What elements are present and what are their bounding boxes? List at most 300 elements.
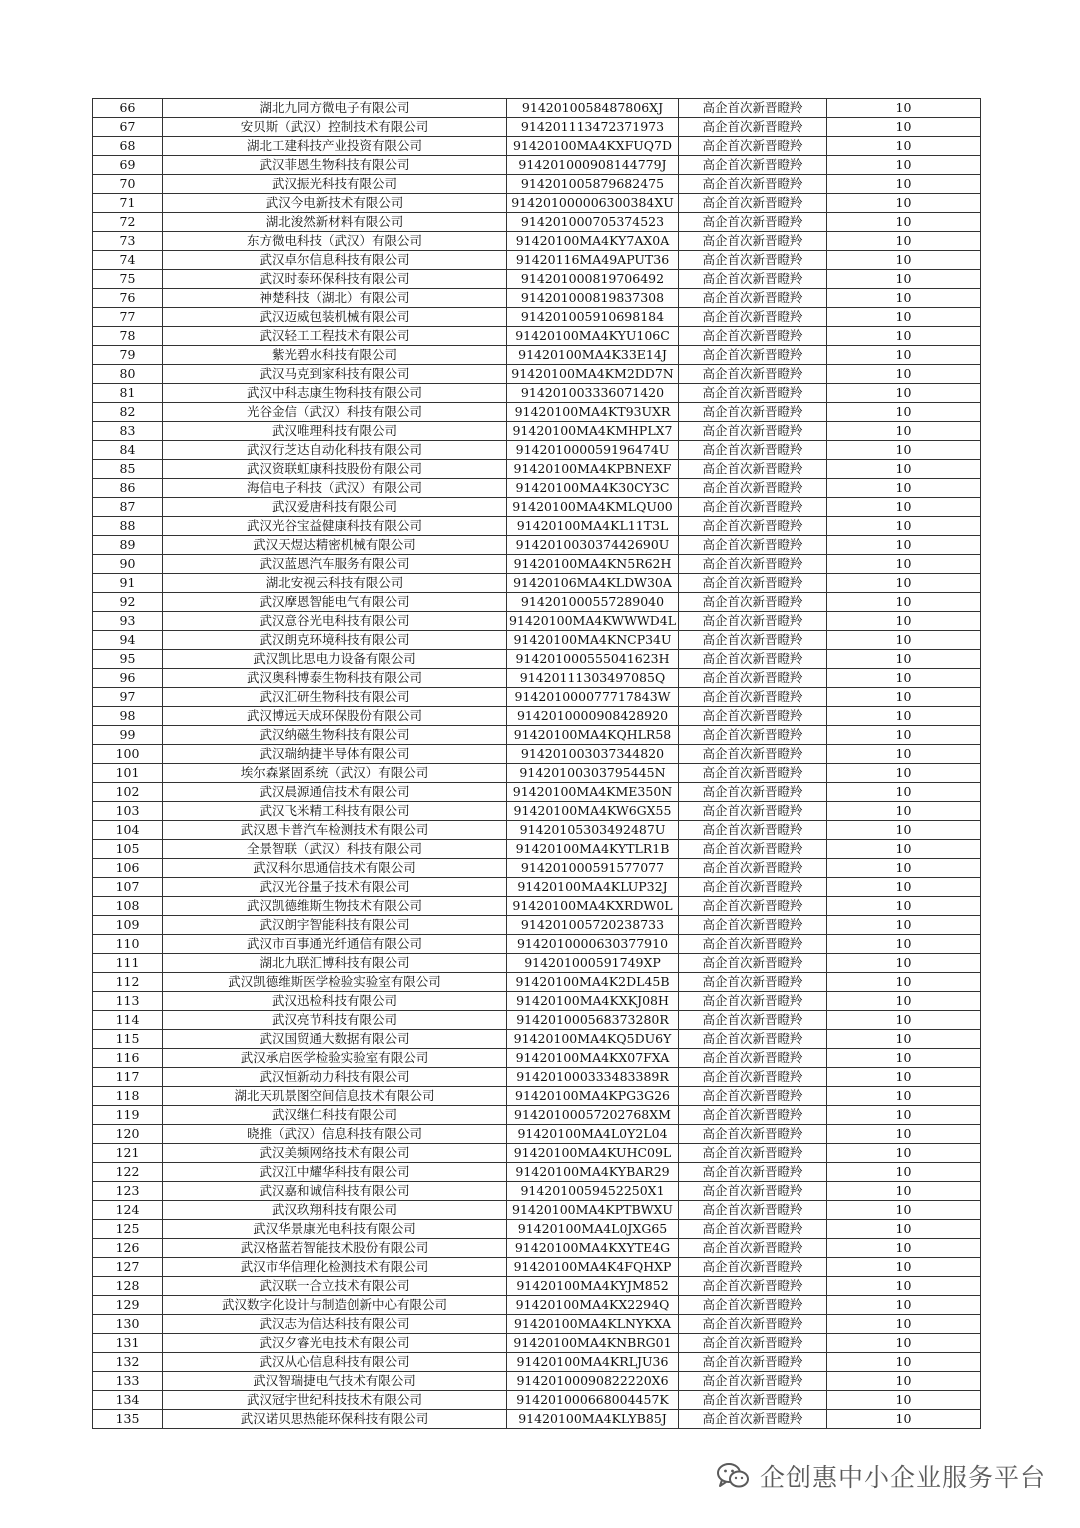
company-name: 武汉中科志康生物科技有限公司 bbox=[163, 384, 507, 403]
table-row bbox=[93, 1125, 981, 1144]
credit-code: 9142010059452250X1 bbox=[507, 1182, 679, 1201]
table-row bbox=[93, 1353, 981, 1372]
table-row bbox=[93, 213, 981, 232]
table-row bbox=[93, 346, 981, 365]
table-row bbox=[93, 403, 981, 422]
table-row bbox=[93, 479, 981, 498]
credit-code: 91420105303492487U bbox=[507, 821, 679, 840]
award-amount: 10 bbox=[827, 688, 981, 707]
row-number: 128 bbox=[93, 1277, 163, 1296]
company-name: 埃尔森紧固系统（武汉）有限公司 bbox=[163, 764, 507, 783]
company-name: 武汉光谷宝益健康科技有限公司 bbox=[163, 517, 507, 536]
award-type: 高企首次新晋瞪羚 bbox=[679, 289, 827, 308]
company-name: 武汉承启医学检验实验室有限公司 bbox=[163, 1049, 507, 1068]
list-sheet bbox=[92, 98, 980, 1429]
credit-code: 91420100MA4KWWWD4L bbox=[507, 612, 679, 631]
award-type: 高企首次新晋瞪羚 bbox=[679, 232, 827, 251]
award-type: 高企首次新晋瞪羚 bbox=[679, 1030, 827, 1049]
table-row bbox=[93, 897, 981, 916]
credit-code: 914201005910698184 bbox=[507, 308, 679, 327]
award-amount: 10 bbox=[827, 99, 981, 118]
company-name: 武汉振光科技有限公司 bbox=[163, 175, 507, 194]
award-type: 高企首次新晋瞪羚 bbox=[679, 1220, 827, 1239]
row-number: 91 bbox=[93, 574, 163, 593]
award-type: 高企首次新晋瞪羚 bbox=[679, 859, 827, 878]
row-number: 104 bbox=[93, 821, 163, 840]
row-number: 101 bbox=[93, 764, 163, 783]
credit-code: 914201000819837308 bbox=[507, 289, 679, 308]
award-type: 高企首次新晋瞪羚 bbox=[679, 593, 827, 612]
credit-code: 91420100303795445N bbox=[507, 764, 679, 783]
table-row bbox=[93, 916, 981, 935]
award-amount: 10 bbox=[827, 859, 981, 878]
table-row bbox=[93, 1372, 981, 1391]
credit-code: 91420100MA4KPG3G26 bbox=[507, 1087, 679, 1106]
award-type: 高企首次新晋瞪羚 bbox=[679, 840, 827, 859]
row-number: 86 bbox=[93, 479, 163, 498]
row-number: 103 bbox=[93, 802, 163, 821]
award-amount: 10 bbox=[827, 403, 981, 422]
company-name: 武汉凯德维斯生物技术有限公司 bbox=[163, 897, 507, 916]
award-amount: 10 bbox=[827, 612, 981, 631]
table-row bbox=[93, 1258, 981, 1277]
credit-code: 91420100057202768XM bbox=[507, 1106, 679, 1125]
company-name: 武汉汇研生物科技有限公司 bbox=[163, 688, 507, 707]
company-table bbox=[92, 98, 981, 1429]
award-type: 高企首次新晋瞪羚 bbox=[679, 498, 827, 517]
row-number: 117 bbox=[93, 1068, 163, 1087]
award-amount: 10 bbox=[827, 232, 981, 251]
row-number: 121 bbox=[93, 1144, 163, 1163]
award-type: 高企首次新晋瞪羚 bbox=[679, 669, 827, 688]
row-number: 89 bbox=[93, 536, 163, 555]
table-row bbox=[93, 859, 981, 878]
table-row bbox=[93, 1315, 981, 1334]
credit-code: 9142010000630377910 bbox=[507, 935, 679, 954]
award-type: 高企首次新晋瞪羚 bbox=[679, 1011, 827, 1030]
row-number: 99 bbox=[93, 726, 163, 745]
company-name: 武汉亮节科技有限公司 bbox=[163, 1011, 507, 1030]
row-number: 92 bbox=[93, 593, 163, 612]
credit-code: 914201113472371973 bbox=[507, 118, 679, 137]
company-name: 武汉奥科博泰生物科技有限公司 bbox=[163, 669, 507, 688]
award-amount: 10 bbox=[827, 1410, 981, 1429]
row-number: 88 bbox=[93, 517, 163, 536]
credit-code: 914201000908144779J bbox=[507, 156, 679, 175]
credit-code: 91420100MA4K4FQHXP bbox=[507, 1258, 679, 1277]
award-amount: 10 bbox=[827, 726, 981, 745]
award-amount: 10 bbox=[827, 1163, 981, 1182]
award-type: 高企首次新晋瞪羚 bbox=[679, 1144, 827, 1163]
table-row bbox=[93, 365, 981, 384]
table-row bbox=[93, 878, 981, 897]
company-name: 海信电子科技（武汉）有限公司 bbox=[163, 479, 507, 498]
row-number: 79 bbox=[93, 346, 163, 365]
credit-code: 914201000819706492 bbox=[507, 270, 679, 289]
row-number: 100 bbox=[93, 745, 163, 764]
award-type: 高企首次新晋瞪羚 bbox=[679, 1296, 827, 1315]
credit-code: 91420100MA4KNCP34U bbox=[507, 631, 679, 650]
credit-code: 91420100MA4KL11T3L bbox=[507, 517, 679, 536]
award-type: 高企首次新晋瞪羚 bbox=[679, 118, 827, 137]
award-amount: 10 bbox=[827, 441, 981, 460]
award-amount: 10 bbox=[827, 517, 981, 536]
company-name: 武汉时泰环保科技有限公司 bbox=[163, 270, 507, 289]
table-row bbox=[93, 764, 981, 783]
award-type: 高企首次新晋瞪羚 bbox=[679, 1372, 827, 1391]
award-amount: 10 bbox=[827, 802, 981, 821]
award-amount: 10 bbox=[827, 916, 981, 935]
row-number: 116 bbox=[93, 1049, 163, 1068]
company-name: 武汉从心信息科技有限公司 bbox=[163, 1353, 507, 1372]
company-name: 武汉迈威包装机械有限公司 bbox=[163, 308, 507, 327]
award-amount: 10 bbox=[827, 213, 981, 232]
table-row bbox=[93, 954, 981, 973]
award-type: 高企首次新晋瞪羚 bbox=[679, 422, 827, 441]
award-amount: 10 bbox=[827, 251, 981, 270]
row-number: 90 bbox=[93, 555, 163, 574]
company-name: 东方微电科技（武汉）有限公司 bbox=[163, 232, 507, 251]
company-name: 湖北九联汇博科技有限公司 bbox=[163, 954, 507, 973]
award-type: 高企首次新晋瞪羚 bbox=[679, 460, 827, 479]
table-row bbox=[93, 498, 981, 517]
row-number: 80 bbox=[93, 365, 163, 384]
award-amount: 10 bbox=[827, 175, 981, 194]
award-type: 高企首次新晋瞪羚 bbox=[679, 479, 827, 498]
award-type: 高企首次新晋瞪羚 bbox=[679, 384, 827, 403]
row-number: 111 bbox=[93, 954, 163, 973]
award-amount: 10 bbox=[827, 1296, 981, 1315]
award-type: 高企首次新晋瞪羚 bbox=[679, 745, 827, 764]
award-type: 高企首次新晋瞪羚 bbox=[679, 574, 827, 593]
credit-code: 914201000006300384XU bbox=[507, 194, 679, 213]
credit-code: 91420100MA4KXKJ08H bbox=[507, 992, 679, 1011]
table-row bbox=[93, 1030, 981, 1049]
company-name: 武汉瑞纳捷半导体有限公司 bbox=[163, 745, 507, 764]
award-amount: 10 bbox=[827, 1258, 981, 1277]
award-amount: 10 bbox=[827, 574, 981, 593]
company-name: 武汉天煜达精密机械有限公司 bbox=[163, 536, 507, 555]
row-number: 133 bbox=[93, 1372, 163, 1391]
credit-code: 91420100MA4K33E14J bbox=[507, 346, 679, 365]
award-amount: 10 bbox=[827, 707, 981, 726]
award-type: 高企首次新晋瞪羚 bbox=[679, 707, 827, 726]
row-number: 98 bbox=[93, 707, 163, 726]
award-type: 高企首次新晋瞪羚 bbox=[679, 1068, 827, 1087]
company-name: 安贝斯（武汉）控制技术有限公司 bbox=[163, 118, 507, 137]
table-row bbox=[93, 536, 981, 555]
row-number: 78 bbox=[93, 327, 163, 346]
award-amount: 10 bbox=[827, 422, 981, 441]
award-type: 高企首次新晋瞪羚 bbox=[679, 137, 827, 156]
row-number: 76 bbox=[93, 289, 163, 308]
row-number: 94 bbox=[93, 631, 163, 650]
credit-code: 91420100MA4KYJM852 bbox=[507, 1277, 679, 1296]
credit-code: 91420100MA4KXFUQ7D bbox=[507, 137, 679, 156]
award-type: 高企首次新晋瞪羚 bbox=[679, 346, 827, 365]
award-type: 高企首次新晋瞪羚 bbox=[679, 1258, 827, 1277]
award-amount: 10 bbox=[827, 1068, 981, 1087]
award-amount: 10 bbox=[827, 460, 981, 479]
award-type: 高企首次新晋瞪羚 bbox=[679, 365, 827, 384]
company-name: 武汉嘉和诚信科技有限公司 bbox=[163, 1182, 507, 1201]
award-amount: 10 bbox=[827, 1106, 981, 1125]
credit-code: 914201005879682475 bbox=[507, 175, 679, 194]
table-row bbox=[93, 631, 981, 650]
credit-code: 9142010000908428920 bbox=[507, 707, 679, 726]
credit-code: 91420100MA4L0JXG65 bbox=[507, 1220, 679, 1239]
award-amount: 10 bbox=[827, 1315, 981, 1334]
row-number: 93 bbox=[93, 612, 163, 631]
row-number: 135 bbox=[93, 1410, 163, 1429]
award-type: 高企首次新晋瞪羚 bbox=[679, 1239, 827, 1258]
credit-code: 91420100090822220X6 bbox=[507, 1372, 679, 1391]
table-row bbox=[93, 232, 981, 251]
award-amount: 10 bbox=[827, 384, 981, 403]
award-type: 高企首次新晋瞪羚 bbox=[679, 403, 827, 422]
credit-code: 91420100MA4K30CY3C bbox=[507, 479, 679, 498]
award-amount: 10 bbox=[827, 935, 981, 954]
row-number: 102 bbox=[93, 783, 163, 802]
table-row bbox=[93, 308, 981, 327]
award-type: 高企首次新晋瞪羚 bbox=[679, 821, 827, 840]
company-name: 武汉诺贝思热能环保科技有限公司 bbox=[163, 1410, 507, 1429]
row-number: 129 bbox=[93, 1296, 163, 1315]
award-type: 高企首次新晋瞪羚 bbox=[679, 802, 827, 821]
award-type: 高企首次新晋瞪羚 bbox=[679, 1315, 827, 1334]
award-amount: 10 bbox=[827, 992, 981, 1011]
credit-code: 914201000668004457K bbox=[507, 1391, 679, 1410]
company-name: 湖北浚然新材料有限公司 bbox=[163, 213, 507, 232]
table-row bbox=[93, 1144, 981, 1163]
watermark bbox=[716, 1458, 1046, 1494]
company-name: 全景智联（武汉）科技有限公司 bbox=[163, 840, 507, 859]
award-type: 高企首次新晋瞪羚 bbox=[679, 156, 827, 175]
table-row bbox=[93, 460, 981, 479]
award-type: 高企首次新晋瞪羚 bbox=[679, 650, 827, 669]
award-amount: 10 bbox=[827, 897, 981, 916]
award-type: 高企首次新晋瞪羚 bbox=[679, 1391, 827, 1410]
credit-code: 914201003336071420 bbox=[507, 384, 679, 403]
company-name: 武汉迅检科技有限公司 bbox=[163, 992, 507, 1011]
company-name: 武汉江中耀华科技有限公司 bbox=[163, 1163, 507, 1182]
table-row bbox=[93, 745, 981, 764]
award-amount: 10 bbox=[827, 669, 981, 688]
award-type: 高企首次新晋瞪羚 bbox=[679, 897, 827, 916]
award-type: 高企首次新晋瞪羚 bbox=[679, 612, 827, 631]
credit-code: 914201000705374523 bbox=[507, 213, 679, 232]
award-amount: 10 bbox=[827, 1182, 981, 1201]
credit-code: 914201000591749XP bbox=[507, 954, 679, 973]
company-name: 武汉市华信理化检测技术有限公司 bbox=[163, 1258, 507, 1277]
credit-code: 91420100MA4KUHC09L bbox=[507, 1144, 679, 1163]
credit-code: 91420100MA4KM2DD7N bbox=[507, 365, 679, 384]
table-row bbox=[93, 1106, 981, 1125]
row-number: 108 bbox=[93, 897, 163, 916]
company-name: 武汉国贸通大数据有限公司 bbox=[163, 1030, 507, 1049]
table-row bbox=[93, 1239, 981, 1258]
award-amount: 10 bbox=[827, 1087, 981, 1106]
row-number: 120 bbox=[93, 1125, 163, 1144]
award-type: 高企首次新晋瞪羚 bbox=[679, 99, 827, 118]
award-amount: 10 bbox=[827, 745, 981, 764]
award-amount: 10 bbox=[827, 764, 981, 783]
company-name: 武汉蓝恩汽车服务有限公司 bbox=[163, 555, 507, 574]
row-number: 85 bbox=[93, 460, 163, 479]
award-amount: 10 bbox=[827, 821, 981, 840]
company-name: 晓推（武汉）信息科技有限公司 bbox=[163, 1125, 507, 1144]
credit-code: 91420100MA4KYBAR29 bbox=[507, 1163, 679, 1182]
table-row bbox=[93, 612, 981, 631]
row-number: 77 bbox=[93, 308, 163, 327]
credit-code: 91420100MA4KRLJU36 bbox=[507, 1353, 679, 1372]
credit-code: 91420106MA4KLDW30A bbox=[507, 574, 679, 593]
row-number: 69 bbox=[93, 156, 163, 175]
company-name: 武汉恒新动力科技有限公司 bbox=[163, 1068, 507, 1087]
row-number: 95 bbox=[93, 650, 163, 669]
company-name: 武汉凯德维斯医学检验实验室有限公司 bbox=[163, 973, 507, 992]
company-name: 武汉菲恩生物科技有限公司 bbox=[163, 156, 507, 175]
award-type: 高企首次新晋瞪羚 bbox=[679, 308, 827, 327]
award-type: 高企首次新晋瞪羚 bbox=[679, 973, 827, 992]
company-name: 湖北安视云科技有限公司 bbox=[163, 574, 507, 593]
award-type: 高企首次新晋瞪羚 bbox=[679, 1353, 827, 1372]
row-number: 106 bbox=[93, 859, 163, 878]
row-number: 123 bbox=[93, 1182, 163, 1201]
award-amount: 10 bbox=[827, 650, 981, 669]
table-row bbox=[93, 194, 981, 213]
award-type: 高企首次新晋瞪羚 bbox=[679, 954, 827, 973]
award-type: 高企首次新晋瞪羚 bbox=[679, 992, 827, 1011]
award-amount: 10 bbox=[827, 327, 981, 346]
credit-code: 91420100MA4KPTBWXU bbox=[507, 1201, 679, 1220]
award-type: 高企首次新晋瞪羚 bbox=[679, 441, 827, 460]
table-row bbox=[93, 593, 981, 612]
credit-code: 91420111303497085Q bbox=[507, 669, 679, 688]
row-number: 68 bbox=[93, 137, 163, 156]
company-name: 武汉志为信达科技有限公司 bbox=[163, 1315, 507, 1334]
row-number: 72 bbox=[93, 213, 163, 232]
credit-code: 914201003037344820 bbox=[507, 745, 679, 764]
row-number: 74 bbox=[93, 251, 163, 270]
table-row bbox=[93, 935, 981, 954]
row-number: 96 bbox=[93, 669, 163, 688]
award-amount: 10 bbox=[827, 1277, 981, 1296]
table-row bbox=[93, 688, 981, 707]
award-type: 高企首次新晋瞪羚 bbox=[679, 517, 827, 536]
table-row bbox=[93, 422, 981, 441]
award-amount: 10 bbox=[827, 878, 981, 897]
company-name: 武汉夕睿光电技术有限公司 bbox=[163, 1334, 507, 1353]
award-amount: 10 bbox=[827, 954, 981, 973]
table-row bbox=[93, 384, 981, 403]
row-number: 66 bbox=[93, 99, 163, 118]
award-amount: 10 bbox=[827, 194, 981, 213]
award-amount: 10 bbox=[827, 1201, 981, 1220]
credit-code: 91420100MA4KY7AX0A bbox=[507, 232, 679, 251]
company-name: 武汉光谷量子技术有限公司 bbox=[163, 878, 507, 897]
credit-code: 914201000077717843W bbox=[507, 688, 679, 707]
row-number: 105 bbox=[93, 840, 163, 859]
table-row bbox=[93, 802, 981, 821]
award-type: 高企首次新晋瞪羚 bbox=[679, 555, 827, 574]
table-row bbox=[93, 137, 981, 156]
row-number: 127 bbox=[93, 1258, 163, 1277]
award-amount: 10 bbox=[827, 156, 981, 175]
company-name: 湖北天玑景图空间信息技术有限公司 bbox=[163, 1087, 507, 1106]
table-row bbox=[93, 707, 981, 726]
award-amount: 10 bbox=[827, 631, 981, 650]
company-name: 武汉爱唐科技有限公司 bbox=[163, 498, 507, 517]
award-amount: 10 bbox=[827, 593, 981, 612]
company-table-body bbox=[93, 99, 981, 1429]
award-type: 高企首次新晋瞪羚 bbox=[679, 251, 827, 270]
award-amount: 10 bbox=[827, 1353, 981, 1372]
award-type: 高企首次新晋瞪羚 bbox=[679, 175, 827, 194]
row-number: 134 bbox=[93, 1391, 163, 1410]
credit-code: 91420100MA4KLYB85J bbox=[507, 1410, 679, 1429]
company-name: 武汉科尔思通信技术有限公司 bbox=[163, 859, 507, 878]
award-type: 高企首次新晋瞪羚 bbox=[679, 327, 827, 346]
row-number: 132 bbox=[93, 1353, 163, 1372]
award-amount: 10 bbox=[827, 1334, 981, 1353]
credit-code: 91420100MA4KQHLR58 bbox=[507, 726, 679, 745]
credit-code: 914201000555041623H bbox=[507, 650, 679, 669]
company-name: 武汉华景康光电科技有限公司 bbox=[163, 1220, 507, 1239]
award-amount: 10 bbox=[827, 118, 981, 137]
company-name: 武汉晨源通信技术有限公司 bbox=[163, 783, 507, 802]
credit-code: 914201000568373280R bbox=[507, 1011, 679, 1030]
award-amount: 10 bbox=[827, 783, 981, 802]
row-number: 81 bbox=[93, 384, 163, 403]
credit-code: 914201000333483389R bbox=[507, 1068, 679, 1087]
table-row bbox=[93, 574, 981, 593]
company-name: 武汉朗克环境科技有限公司 bbox=[163, 631, 507, 650]
table-row bbox=[93, 289, 981, 308]
row-number: 82 bbox=[93, 403, 163, 422]
credit-code: 9142010058487806XJ bbox=[507, 99, 679, 118]
table-row bbox=[93, 1049, 981, 1068]
company-name: 武汉马克到家科技有限公司 bbox=[163, 365, 507, 384]
table-row bbox=[93, 1296, 981, 1315]
row-number: 113 bbox=[93, 992, 163, 1011]
watermark-text: 企创惠中小企业服务平台 bbox=[759, 1463, 1046, 1492]
table-row bbox=[93, 783, 981, 802]
row-number: 83 bbox=[93, 422, 163, 441]
award-type: 高企首次新晋瞪羚 bbox=[679, 1163, 827, 1182]
award-amount: 10 bbox=[827, 973, 981, 992]
credit-code: 914201003037442690U bbox=[507, 536, 679, 555]
row-number: 84 bbox=[93, 441, 163, 460]
award-type: 高企首次新晋瞪羚 bbox=[679, 878, 827, 897]
company-name: 神楚科技（湖北）有限公司 bbox=[163, 289, 507, 308]
credit-code: 91420100MA4KXRDW0L bbox=[507, 897, 679, 916]
table-row bbox=[93, 992, 981, 1011]
table-row bbox=[93, 840, 981, 859]
award-type: 高企首次新晋瞪羚 bbox=[679, 935, 827, 954]
row-number: 119 bbox=[93, 1106, 163, 1125]
award-type: 高企首次新晋瞪羚 bbox=[679, 213, 827, 232]
award-type: 高企首次新晋瞪羚 bbox=[679, 1049, 827, 1068]
company-name: 湖北工建科技产业投资有限公司 bbox=[163, 137, 507, 156]
table-row bbox=[93, 517, 981, 536]
table-row bbox=[93, 1277, 981, 1296]
award-amount: 10 bbox=[827, 536, 981, 555]
row-number: 130 bbox=[93, 1315, 163, 1334]
row-number: 109 bbox=[93, 916, 163, 935]
company-name: 武汉博远天成环保股份有限公司 bbox=[163, 707, 507, 726]
row-number: 112 bbox=[93, 973, 163, 992]
